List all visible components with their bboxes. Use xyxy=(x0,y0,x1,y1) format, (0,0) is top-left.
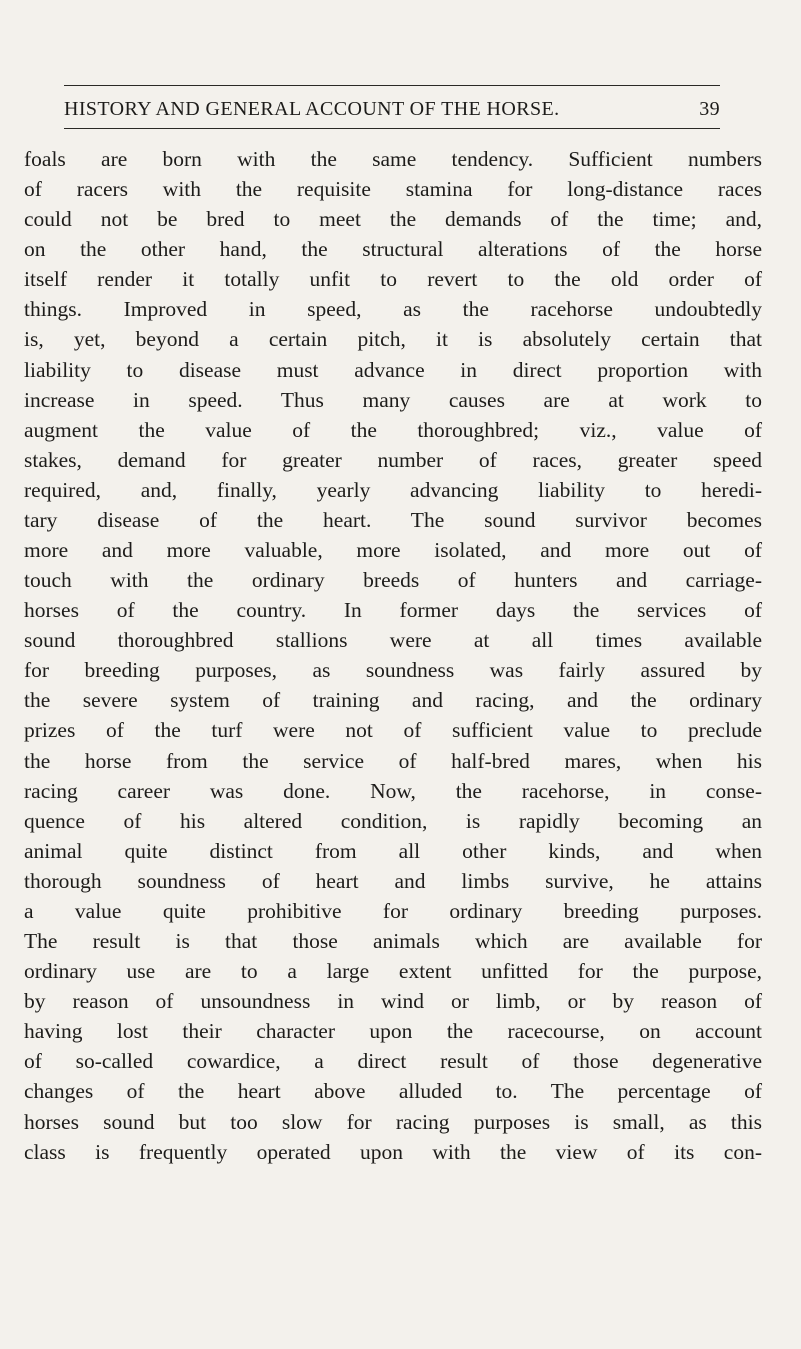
text-line: of so-called cowardice, a direct result of those degenerative xyxy=(24,1049,762,1074)
text-line: more and more valuable, more isolated, and more out of xyxy=(24,538,762,563)
text-line: for breeding purposes, as soundness was fairly assured by xyxy=(24,658,762,683)
text-line: liability to disease must advance in direct proportion with xyxy=(24,357,762,382)
text-line: foals are born with the same tendency. Sufficient numbers xyxy=(24,147,762,171)
text-line: horses sound but too slow for racing purposes is small, as this xyxy=(24,1109,762,1134)
text-line: augment the value of the thoroughbred; viz., value of xyxy=(24,417,762,442)
body-paragraph xyxy=(24,144,762,1167)
header-rule-bottom xyxy=(64,128,720,129)
text-line: of racers with the requisite stamina for long-distance races xyxy=(24,177,762,202)
text-line: quence of his altered condition, is rapidly becoming an xyxy=(24,808,762,833)
text-line: changes of the heart above alluded to. The percentage of xyxy=(24,1079,762,1104)
text-line: tary disease of the heart. The sound survivor becomes xyxy=(24,507,762,532)
text-line: ordinary use are to a large extent unfitted for the purpose, xyxy=(24,959,762,984)
text-line: The result is that those animals which are available for xyxy=(24,929,762,954)
text-line: could not be bred to meet the demands of the time; and, xyxy=(24,207,762,232)
text-line: itself render it totally unfit to revert to the old order of xyxy=(24,267,762,292)
text-line: sound thoroughbred stallions were at all times available xyxy=(24,628,762,653)
text-line: is, yet, beyond a certain pitch, it is absolutely certain that xyxy=(24,327,762,352)
text-line: on the other hand, the structural alterations of the horse xyxy=(24,237,762,262)
text-line: stakes, demand for greater number of races, greater speed xyxy=(24,447,762,472)
text-line: thorough soundness of heart and limbs survive, he attains xyxy=(24,868,762,893)
text-line: the horse from the service of half-bred mares, when his xyxy=(24,748,762,773)
text-line: racing career was done. Now, the racehorse, in conse- xyxy=(24,778,762,803)
text-line: the severe system of training and racing, and the ordinary xyxy=(24,688,762,713)
text-line: animal quite distinct from all other kinds, and when xyxy=(24,838,762,863)
running-header xyxy=(64,95,720,123)
text-line: prizes of the turf were not of sufficient value to preclude xyxy=(24,718,762,743)
text-line: a value quite prohibitive for ordinary breeding purposes. xyxy=(24,898,762,923)
text-line: things. Improved in speed, as the racehorse undoubtedly xyxy=(24,297,762,322)
text-line: by reason of unsoundness in wind or limb, or by reason of xyxy=(24,989,762,1014)
text-line: touch with the ordinary breeds of hunters and carriage- xyxy=(24,568,762,593)
header-rule-top xyxy=(64,85,720,86)
running-header-title: HISTORY AND GENERAL ACCOUNT OF THE HORSE. xyxy=(64,97,560,120)
text-line: increase in speed. Thus many causes are at work to xyxy=(24,387,762,412)
page-number: 39 xyxy=(699,97,720,120)
text-line: class is frequently operated upon with the view of its con- xyxy=(24,1139,762,1164)
text-line: required, and, finally, yearly advancing liability to heredi- xyxy=(24,477,762,502)
text-line: horses of the country. In former days the services of xyxy=(24,598,762,623)
text-line: having lost their character upon the racecourse, on account xyxy=(24,1019,762,1044)
